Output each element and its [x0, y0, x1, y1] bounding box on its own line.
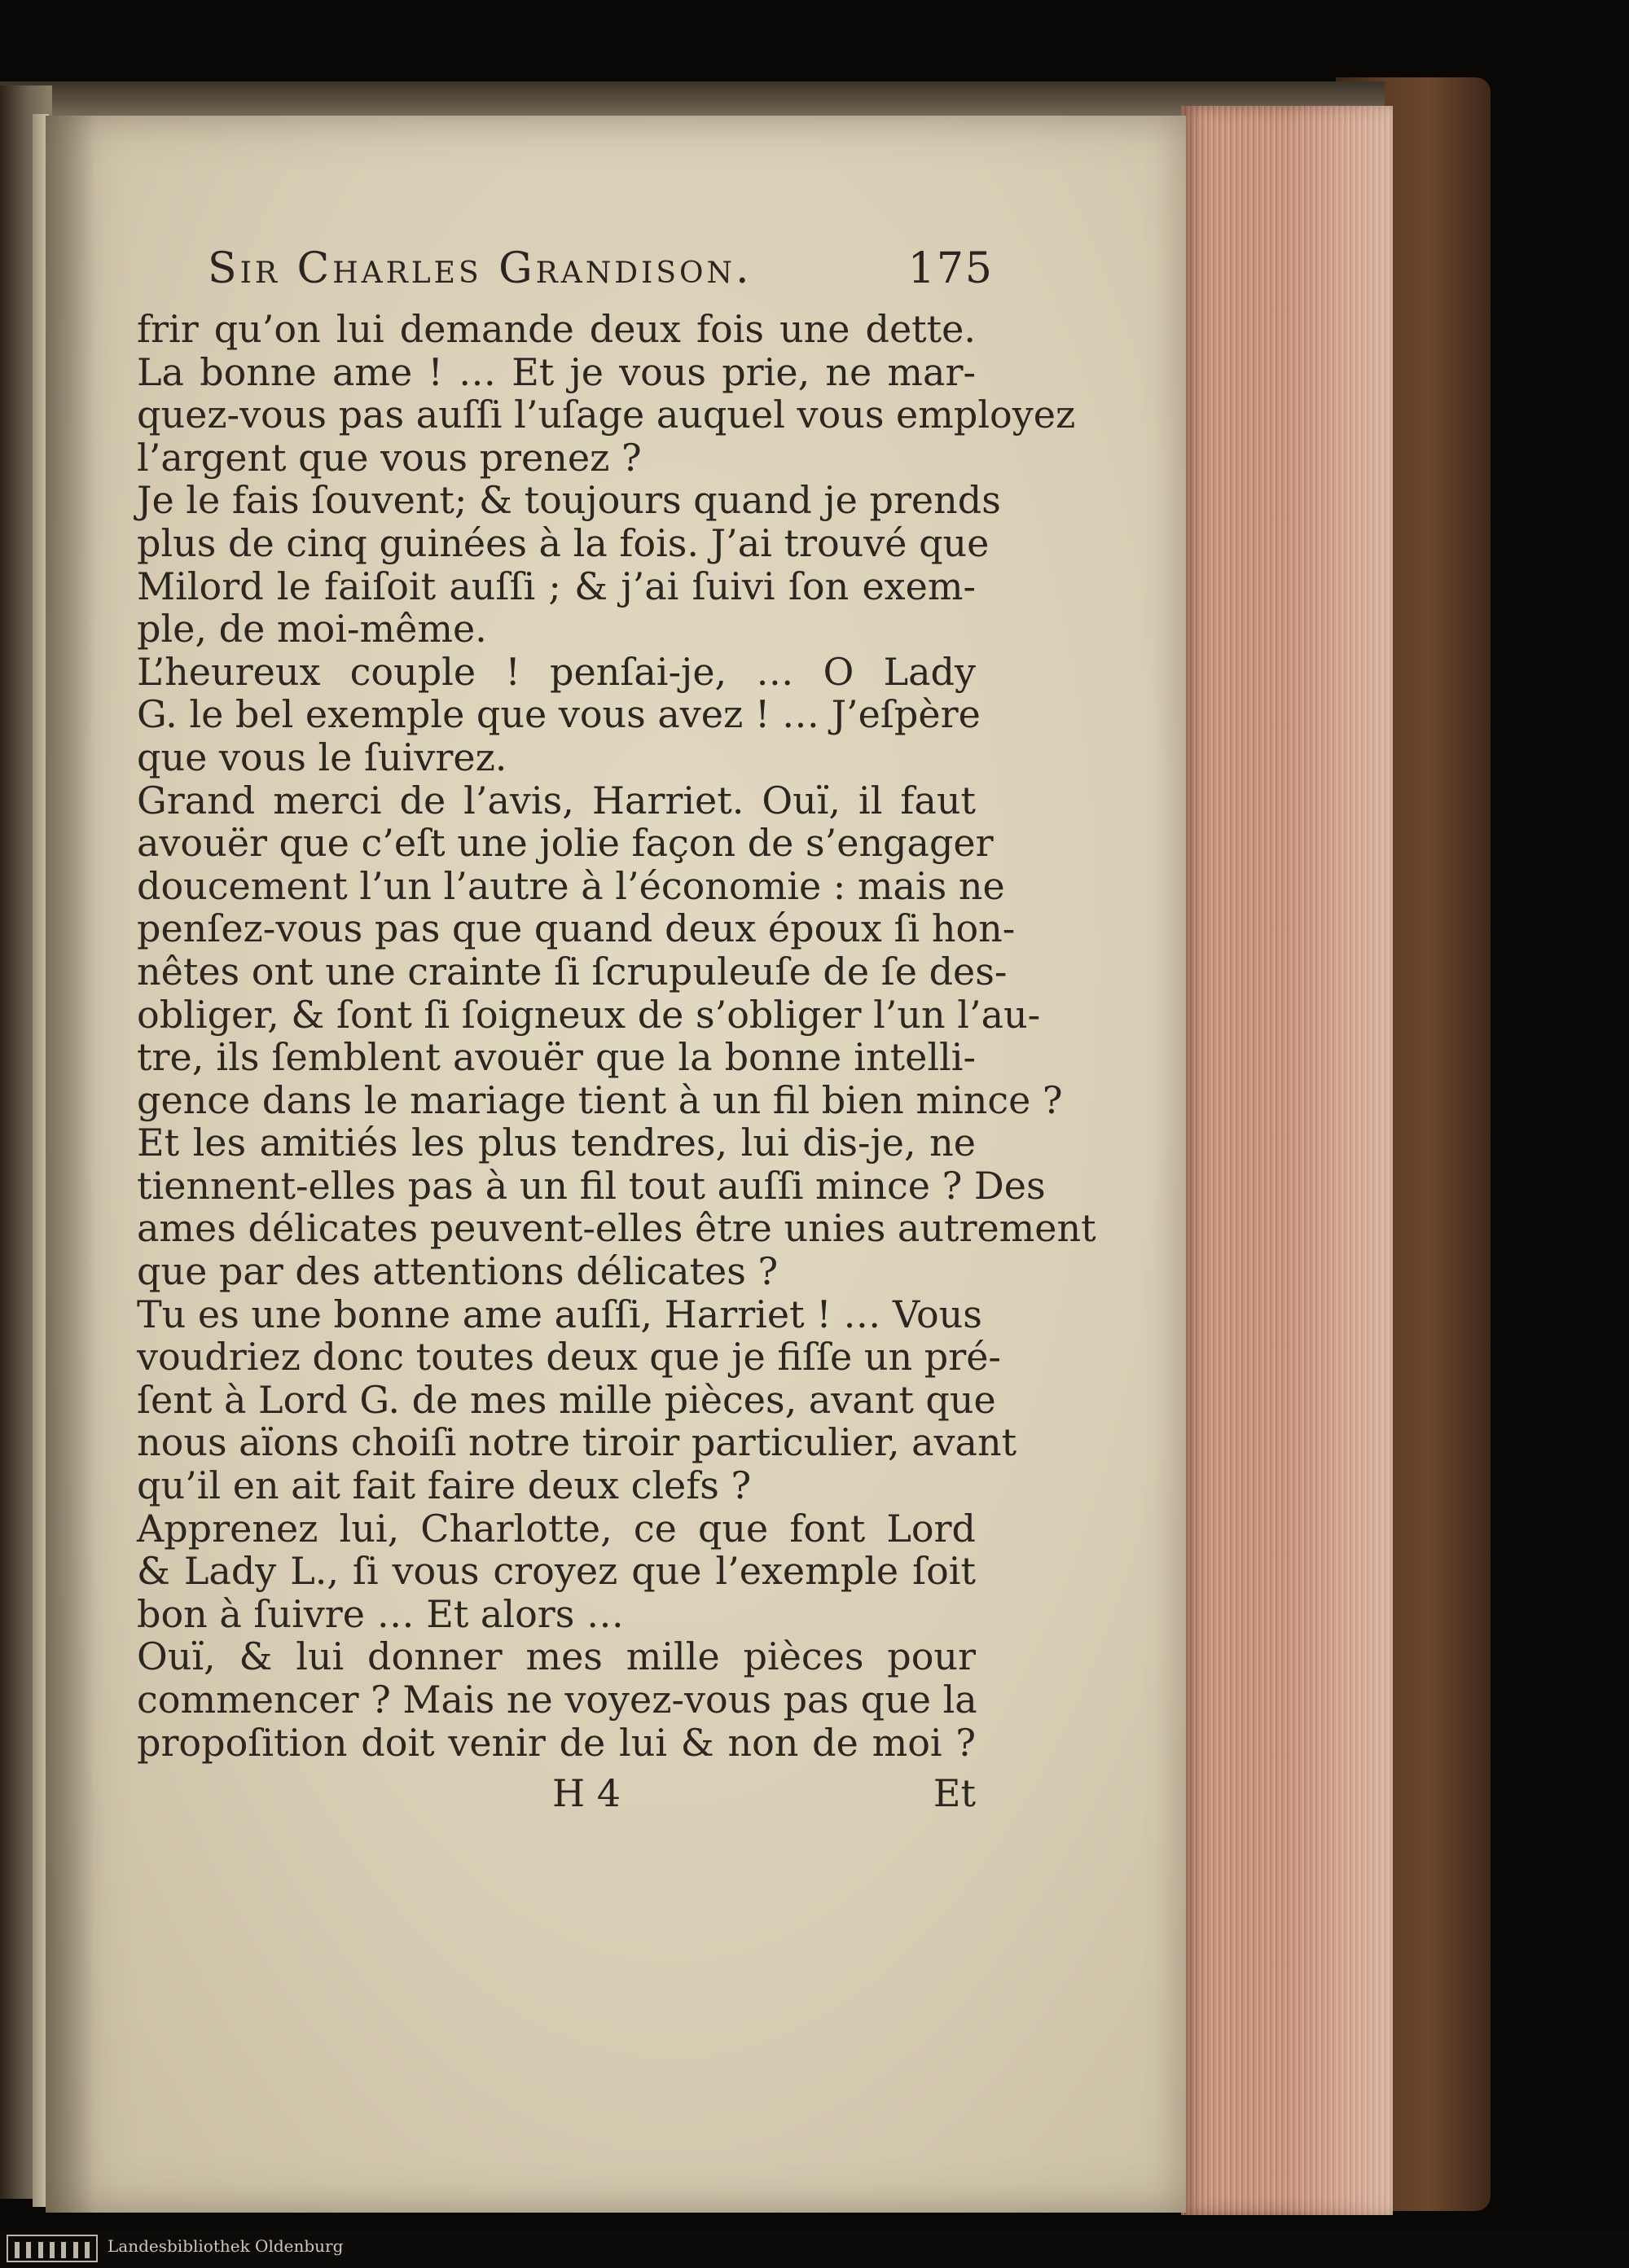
body-text — [137, 307, 1096, 1765]
page-gutter-shadow — [46, 116, 94, 2213]
text-line: voudriez donc toutes deux que je fiſſe un pré- — [137, 1335, 1001, 1380]
text-line: La bonne ame ! … Et je vous prie, ne mar- — [137, 349, 976, 394]
text-line: ple, de moi-même. — [137, 607, 487, 651]
text-line: doucement l’un l’autre à l’économie : mais ne — [137, 863, 1005, 908]
text-line: & Lady L., ſi vous croyez que l’exemple ſoit — [137, 1549, 976, 1594]
text-line: l’argent que vous prenez ? — [137, 435, 642, 480]
page-footer — [137, 1771, 976, 1817]
text-line: commencer ? Mais ne voyez-vous pas que la — [137, 1678, 977, 1722]
text-line: obliger, & ſont ſi ſoigneux de s’obliger l’un l’au- — [137, 992, 1041, 1037]
book-top-edge — [0, 81, 1385, 121]
text-line: bon à ſuivre … Et alors … — [137, 1591, 624, 1636]
text-line: Grand merci de l’avis, Harriet. Ouï, il faut — [137, 778, 976, 823]
text-line: plus de cinq guinées à la fois. J’ai trouvé que — [137, 520, 990, 565]
text-line: Je le fais ſouvent; & toujours quand je prends — [137, 478, 1001, 523]
text-line: que vous le ſuivrez. — [137, 735, 507, 779]
page-block-highlight — [1287, 106, 1393, 2215]
running-title: Sir Charles Grandison. — [208, 244, 753, 293]
text-line: penſez-vous pas que quand deux époux ſi hon- — [137, 906, 1016, 951]
text-line: G. le bel exemple que vous avez ! … J’eſpère — [137, 692, 981, 737]
text-line: nêtes ont une crainte ſi ſcrupuleuſe de ſe des- — [137, 949, 1008, 994]
text-line: tiennent-elles pas à un fil tout auſſi mince ? Des — [137, 1163, 1046, 1208]
signature-mark: H 4 — [552, 1771, 621, 1815]
text-line: qu’il en ait fait faire deux clefs ? — [137, 1463, 752, 1508]
text-line: propoſition doit venir de lui & non de moi ? — [137, 1720, 976, 1765]
text-line: que par des attentions délicates ? — [137, 1249, 779, 1294]
text-line: nous aïons choiſi notre tiroir particulier, avant — [137, 1420, 1017, 1465]
text-line: frir qu’on lui demande deux fois une dette. — [137, 307, 976, 351]
text-line: L’heureux couple ! penſai-je, … O Lady — [137, 649, 976, 694]
text-line: gence dans le mariage tient à un fil bien mince ? — [137, 1077, 1063, 1122]
text-line: Ouï, & lui donner mes mille pièces pour — [137, 1634, 976, 1679]
running-head — [208, 244, 994, 301]
library-name: Landesbibliothek Oldenburg — [108, 2236, 344, 2256]
text-line: ſent à Lord G. de mes mille pièces, avant que — [137, 1377, 996, 1422]
text-line: Tu es une bonne ame auſſi, Harriet ! … Vous — [137, 1292, 982, 1336]
catchword: Et — [933, 1771, 976, 1815]
text-line: Milord le faiſoit auſſi ; & j’ai ſuivi ſon exem- — [137, 564, 976, 608]
library-building-icon — [7, 2235, 98, 2262]
page-number: 175 — [907, 244, 994, 293]
text-line: ames délicates peuvent-elles être unies autrement — [137, 1206, 1096, 1251]
text-line: quez-vous pas auſſi l’uſage auquel vous employez — [137, 393, 1076, 437]
text-line: tre, ils ſemblent avouër que la bonne intelli- — [137, 1035, 976, 1080]
text-line: avouër que c’eſt une jolie façon de s’engager — [137, 821, 994, 866]
text-line: Et les amitiés les plus tendres, lui dis-je, ne — [137, 1121, 976, 1165]
text-line: Apprenez lui, Charlotte, ce que font Lord — [137, 1506, 976, 1551]
